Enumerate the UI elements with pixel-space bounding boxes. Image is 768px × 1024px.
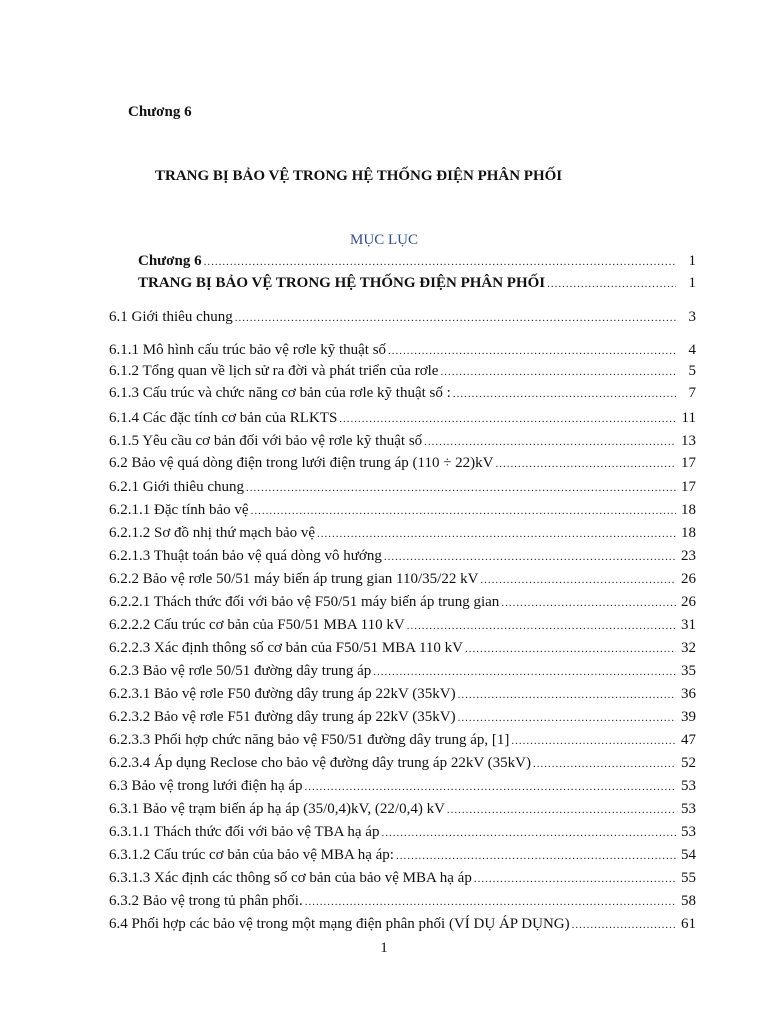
toc-entry-page: 61 (681, 916, 696, 932)
page-number: 1 (380, 940, 388, 956)
toc-entry[interactable] (109, 708, 696, 726)
toc-entry[interactable] (109, 478, 696, 496)
toc-entry-page: 58 (681, 893, 696, 909)
toc-leader-dots (305, 893, 676, 911)
toc-entry-text: 6.2.3 Bảo vệ rơle 50/51 đường dây trung áp (109, 663, 372, 679)
toc-entry[interactable] (109, 754, 696, 772)
toc-entry[interactable] (109, 800, 696, 818)
toc-entry-page: 53 (681, 801, 696, 817)
toc-entry[interactable] (109, 639, 696, 657)
toc-entry-page: 17 (681, 479, 696, 495)
toc-entry-page: 36 (681, 686, 696, 702)
toc-leader-dots (458, 686, 676, 704)
toc-leader-dots (511, 732, 676, 750)
toc-entry-page: 18 (681, 525, 696, 541)
toc-entry-page: 23 (681, 548, 696, 564)
toc-entry-text: 6.4 Phối hợp các bảo vệ trong một mạng điện phân phối (VÍ DỤ ÁP DỤNG) (109, 916, 570, 932)
toc-leader-dots (251, 502, 676, 520)
toc-entry-text: 6.2.3.2 Bảo vệ rơle F51 đường dây trung áp 22kV (35kV) (109, 709, 456, 725)
toc-entry-page: 54 (681, 847, 696, 863)
toc-entry-text: 6.2.3.3 Phối hợp chức năng bảo vệ F50/51 đường dây trung áp, [1] (109, 732, 510, 748)
toc-entry-text: 6.2.2.2 Cấu trúc cơ bản của F50/51 MBA 110 kV (109, 617, 405, 633)
toc-entry-text: 6.3.1.3 Xác định các thông số cơ bản của bảo vệ MBA hạ áp (109, 870, 472, 886)
toc-leader-dots (572, 916, 676, 934)
toc-entry-text: 6.2.3.4 Áp dụng Reclose cho bảo vệ đường dây trung áp 22kV (35kV) (109, 755, 531, 771)
toc-entry[interactable] (109, 454, 696, 472)
toc-leader-dots (373, 663, 676, 681)
toc-leader-dots (453, 385, 676, 403)
toc-entry[interactable] (138, 274, 696, 292)
toc-entry-page: 1 (688, 253, 696, 269)
toc-leader-dots (533, 755, 676, 773)
toc-entry-text: 6.1.5 Yêu cầu cơ bản đối với bảo vệ rơle kỹ thuật số (109, 433, 423, 449)
toc-entry-page: 52 (681, 755, 696, 771)
toc-leader-dots (381, 824, 676, 842)
toc-entry[interactable] (138, 252, 696, 270)
chapter-title: TRANG BỊ BẢO VỆ TRONG HỆ THỐNG ĐIỆN PHÂN PHỐI (155, 168, 563, 184)
toc-leader-dots (496, 455, 676, 473)
toc-entry-text: 6.2.1.2 Sơ đồ nhị thứ mạch bảo vệ (109, 525, 316, 541)
toc-entry-text: 6.2.1.1 Đặc tính bảo vệ (109, 502, 249, 518)
toc-entry-page: 18 (681, 502, 696, 518)
toc-entry-page: 35 (681, 663, 696, 679)
toc-entry-text: 6.3.1.2 Cấu trúc cơ bản của bảo vệ MBA hạ áp: (109, 847, 394, 863)
toc-entry-text: 6.2 Bảo vệ quá dòng điện trong lưới điện trung áp (110 ÷ 22)kV (109, 455, 494, 471)
toc-entry-text: 6.1.2 Tổng quan về lịch sử ra đời và phát triển của rơle (109, 363, 439, 379)
toc-entry-text: 6.1.4 Các đặc tính cơ bản của RLKTS (109, 410, 338, 426)
toc-leader-dots (547, 275, 676, 293)
toc-entry[interactable] (109, 662, 696, 680)
toc-entry-page: 17 (681, 455, 696, 471)
toc-entry[interactable] (109, 823, 696, 841)
toc-leader-dots (396, 847, 676, 865)
toc-leader-dots (465, 640, 676, 658)
toc-entry-page: 11 (681, 410, 696, 426)
toc-entry-page: 32 (681, 640, 696, 656)
toc-entry[interactable] (109, 915, 696, 933)
toc-leader-dots (440, 363, 676, 381)
toc-leader-dots (339, 410, 676, 428)
toc-entry-page: 26 (681, 594, 696, 610)
toc-entry[interactable] (109, 384, 696, 402)
toc-entry[interactable] (109, 616, 696, 634)
toc-leader-dots (424, 433, 676, 451)
toc-entry-text: 6.2.1.3 Thuật toán bảo vệ quá dòng vô hướng (109, 548, 382, 564)
toc-entry-page: 1 (688, 275, 696, 291)
toc-entry-page: 26 (681, 571, 696, 587)
toc-entry[interactable] (109, 731, 696, 749)
toc-entry-text: 6.3 Bảo vệ trong lưới điện hạ áp (109, 778, 303, 794)
toc-entry[interactable] (109, 869, 696, 887)
toc-title: MỤC LỤC (350, 232, 418, 248)
toc-entry-text: 6.2.1 Giới thiêu chung (109, 479, 244, 495)
toc-entry[interactable] (109, 685, 696, 703)
toc-entry-page: 53 (681, 824, 696, 840)
toc-leader-dots (384, 548, 676, 566)
toc-entry[interactable] (109, 409, 696, 427)
toc-entry[interactable] (109, 547, 696, 565)
toc-entry[interactable] (109, 432, 696, 450)
toc-entry-text: 6.1.3 Cấu trúc và chức năng cơ bản của rơle kỹ thuật số : (109, 385, 451, 401)
toc-entry-page: 31 (681, 617, 696, 633)
toc-leader-dots (246, 479, 676, 497)
toc-leader-dots (305, 778, 676, 796)
toc-entry[interactable] (109, 593, 696, 611)
toc-leader-dots (235, 309, 676, 327)
toc-entry-text: 6.2.3.1 Bảo vệ rơle F50 đường dây trung áp 22kV (35kV) (109, 686, 456, 702)
toc-entry-page: 39 (681, 709, 696, 725)
toc-leader-dots (447, 801, 676, 819)
toc-entry[interactable] (109, 892, 696, 910)
toc-leader-dots (204, 253, 676, 271)
toc-entry-page: 4 (688, 342, 696, 358)
toc-entry-page: 47 (681, 732, 696, 748)
toc-entry-text: TRANG BỊ BẢO VỆ TRONG HỆ THỐNG ĐIỆN PHÂN PHỐI (138, 275, 546, 291)
toc-entry-page: 5 (688, 363, 696, 379)
toc-entry-page: 13 (681, 433, 696, 449)
toc-entry-text: 6.3.1 Bảo vệ trạm biến áp hạ áp (35/0,4)kV, (22/0,4) kV (109, 801, 445, 817)
toc-leader-dots (474, 870, 676, 888)
toc-leader-dots (458, 709, 676, 727)
toc-entry-text: 6.1 Giới thiêu chung (109, 309, 233, 325)
toc-entry[interactable] (109, 846, 696, 864)
toc-entry[interactable] (109, 524, 696, 542)
toc-entry[interactable] (109, 341, 696, 359)
toc-entry-page: 53 (681, 778, 696, 794)
toc-entry[interactable] (109, 362, 696, 380)
toc-entry[interactable] (109, 570, 696, 588)
toc-entry-text: 6.2.2 Bảo vệ rơle 50/51 máy biến áp trung gian 110/35/22 kV (109, 571, 479, 587)
toc-entry-page: 3 (688, 309, 696, 325)
toc-entry-text: 6.3.1.1 Thách thức đối với bảo vệ TBA hạ áp (109, 824, 380, 840)
toc-leader-dots (317, 525, 676, 543)
toc-entry-page: 55 (681, 870, 696, 886)
toc-entry[interactable] (109, 308, 696, 326)
toc-leader-dots (388, 342, 676, 360)
toc-entry-page: 7 (688, 385, 696, 401)
toc-leader-dots (407, 617, 676, 635)
toc-entry-text: 6.1.1 Mô hình cấu trúc bảo vệ rơle kỹ thuật số (109, 342, 387, 358)
toc-entry-text: 6.2.2.3 Xác định thông số cơ bản của F50/51 MBA 110 kV (109, 640, 464, 656)
toc-entry-text: Chương 6 (138, 253, 202, 269)
toc-leader-dots (480, 571, 676, 589)
toc-entry[interactable] (109, 501, 696, 519)
toc-entry[interactable] (109, 777, 696, 795)
toc-leader-dots (501, 594, 676, 612)
toc-entry-text: 6.2.2.1 Thách thức đối với bảo vệ F50/51 máy biến áp trung gian (109, 594, 500, 610)
chapter-heading: Chương 6 (128, 104, 192, 120)
toc-entry-text: 6.3.2 Bảo vệ trong tủ phân phối. (109, 893, 303, 909)
